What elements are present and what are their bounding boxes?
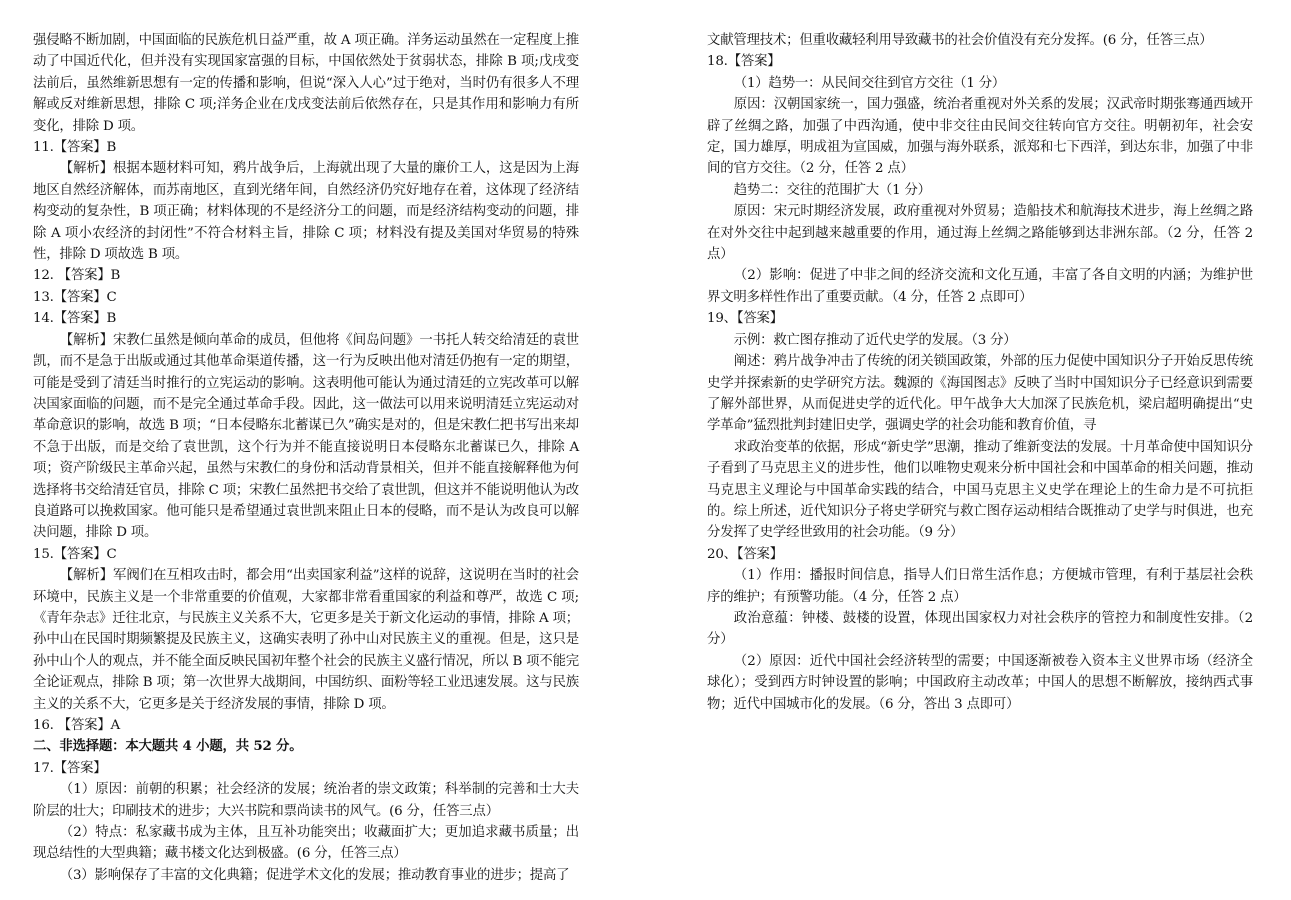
paragraph: 15.【答案】C: [33, 546, 117, 562]
paragraph: 政治意蕴：钟楼、鼓楼的设置，体现出国家权力对社会秩序的管控力和制度性安排。（2 分）: [707, 610, 1253, 648]
right-column: [707, 30, 1253, 715]
paragraph: 阐述：鸦片战争冲击了传统的闭关锁国政策，外部的压力促使中国知识分子开始反思传统史学并探索新的史学研究方法。魏源的《海国图志》反映了当时中国知识分子已经意识到需要了解外部世界，从而促进史学的近代化。甲午战争大大加深了民族危机，梁启超明确提出“史学革命”猛烈批判封建旧史学，强调史学的社会功能和教育价值，寻: [707, 354, 1253, 434]
paragraph: 强侵略不断加剧，中国面临的民族危机日益严重，故 A 项正确。洋务运动虽然在一定程度上推动了中国近代化，但并没有实现国家富强的目标，中国依然处于贫弱状态，排除 B 项;戊戌变法前后，虽然维新思想有一定的传播和影响，但说“深入人心”过于绝对，当时仍有很多人不理解或反对维新思想，排除 C 项;洋务企业在戊戌变法前后依然存在，只是其作用和影响力有所变化，排除 D 项。: [33, 33, 579, 134]
paragraph: 示例：救亡图存推动了近代史学的发展。（3 分）: [733, 332, 1017, 348]
paragraph: 17.【答案】: [33, 760, 107, 776]
paragraph: 11.【答案】B: [33, 140, 117, 156]
paragraph: （1）作用：播报时间信息，指导人们日常生活作息；方便城市管理，有利于基层社会秩序的维护；有预警功能。（4 分，任答 2 点）: [707, 568, 1253, 605]
paragraph: 14.【答案】B: [33, 311, 117, 327]
paragraph: 文献管理技术；但重收藏轻利用导致藏书的社会价值没有充分发挥。(6 分，任答三点）: [707, 33, 1213, 48]
paragraph: 趋势二：交往的范围扩大（1 分）: [733, 182, 931, 198]
paragraph: 二、非选择题：本大题共 4 小题，共 52 分。: [33, 738, 303, 755]
paragraph: 【解析】根据本题材料可知，鸦片战争后，上海就出现了大量的廉价工人，这是因为上海地区自然经济解体，而苏南地区，直到光绪年间，自然经济仍究好地存在着，这体现了经济结构变动的复杂性，B 项正确；材料体现的不是经济分工的问题，而是经济结构变动的问题，排除 A 项小农经济的封闭性”不符合材料主旨，排除 C 项；材料没有提及美国对华贸易的特殊性，排除 D 项故选 B 项。: [33, 161, 579, 263]
paragraph: 原因：宋元时期经济发展，政府重视对外贸易；造船技术和航海技术进步，海上丝绸之路在对外交往中起到越来越重要的作用，通过海上丝绸之路能够到达非洲东部。（2 分，任答 2 点）: [707, 204, 1253, 263]
left-column: [33, 30, 579, 886]
paragraph: 13.【答案】C: [33, 289, 117, 305]
paragraph: （1）趋势一：从民间交往到官方交往（1 分）: [733, 75, 1006, 91]
paragraph: （2）原因：近代中国社会经济转型的需要；中国逐渐被卷入资本主义世界市场（经济全球化）；受到西方时钟设置的影响；中国政府主动改革；中国人的思想不断解放，接纳西式事物；近代中国城市化的发展。（6 分，答出 3 点即可）: [707, 653, 1253, 712]
paragraph: （3）影响保存了丰富的文化典籍；促进学术文化的发展；推动教育事业的进步；提高了: [59, 867, 570, 883]
paragraph: 12. 【答案】B: [33, 268, 121, 284]
paragraph: 原因：汉朝国家统一，国力强盛，统治者重视对外关系的发展；汉武帝时期张骞通西域开辟了丝绸之路，加强了中西沟通，使中非交往由民间交往转向官方交往。明朝初年，社会安定，国力雄厚，明成祖为宣国威，加强与海外联系，派郑和七下西洋，到达东非，加强了中非间的官方交往。（2 分，任答 2 点）: [707, 97, 1253, 177]
paragraph: 19、【答案】: [707, 311, 783, 327]
paragraph: 18.【答案】: [707, 54, 781, 70]
paragraph: 求政治变革的依据，形成“新史学”思潮，推动了维新变法的发展。十月革命使中国知识分子看到了马克思主义的进步性，他们以唯物史观来分析中国社会和中国革命的相关问题，推动马克思主义理论与中国革命实践的结合，中国马克思主义史学在理论上的生命力是不可抗拒的。综上所述，近代知识分子将史学研究与救亡图存运动相结合既推动了史学与时俱进，也充分发挥了史学经世致用的社会功能。（9 分）: [707, 439, 1253, 541]
paragraph: 【解析】宋教仁虽然是倾向革命的成员，但他将《间岛问题》一书托人转交给清廷的袁世凯，而不是急于出版或通过其他革命渠道传播，这一行为反映出他对清廷仍抱有一定的期望，可能是受到了清廷当时推行的立宪运动的影响。这表明他可能认为通过清廷的立宪改革可以解决国家面临的问题，而不是完全通过革命手段。因此，这一做法可以用来说明清廷立宪运动对革命意识的影响，故选 B 项；“日本侵略东北蓄谋已久”确实是对的，但是宋教仁把书写出来却不急于出版，而是交给了袁世凯，这个行为并不能直接说明日本侵略东北蓄谋已久，排除 A 项；资产阶级民主革命兴起，虽然与宋教仁的身份和活动背景相关，但并不能直接解释他为何选择将书交给清廷官员，排除 C 项；宋教仁虽然把书交给了袁世凯，但这并不能说明他认为改良道路可以挽救国家。他可能只是希望通过袁世凯来阻止日本的侵略，而不是认为改良可以解决问题，排除 D 项。: [33, 332, 579, 541]
paragraph: 20、【答案】: [707, 546, 783, 562]
paragraph: （2）影响：促进了中非之间的经济交流和文化互通，丰富了各自文明的内涵；为维护世界文明多样性作出了重要贡献。（4 分，任答 2 点即可）: [707, 268, 1253, 305]
paragraph: （2）特点：私家藏书成为主体，且互补功能突出；收藏面扩大；更加追求藏书质量；出现总结性的大型典籍；藏书楼文化达到极盛。(6 分，任答三点）: [33, 825, 579, 862]
paragraph: 【解析】军阀们在互相攻击时，都会用“出卖国家利益”这样的说辞，这说明在当时的社会环境中，民族主义是一个非常重要的价值观，大家都非常看重国家的利益和尊严，故选 C 项;《青年杂志》迁往北京，与民族主义关系不大，它更多是关于新文化运动的事情，排除 A 项；孙中山在民国时期频繁提及民族主义，这确实表明了孙中山对民族主义的重视。但是，这只是孙中山个人的观点，并不能全面反映民国初年整个社会的民族主义盛行情况，所以 B 项不能完全论证观点，排除 B 项；第一次世界大战期间，中国纺织、面粉等轻工业迅速发展。这与民族主义的关系不大，它更多是关于经济发展的事情，排除 D 项。: [33, 568, 579, 712]
paragraph: （1）原因：前朝的积累；社会经济的发展；统治者的崇文政策；科举制的完善和士大夫阶层的壮大；印刷技术的进步；大兴书院和票尚读书的风气。(6 分，任答三点）: [33, 782, 579, 819]
paragraph: 16. 【答案】A: [33, 718, 120, 733]
